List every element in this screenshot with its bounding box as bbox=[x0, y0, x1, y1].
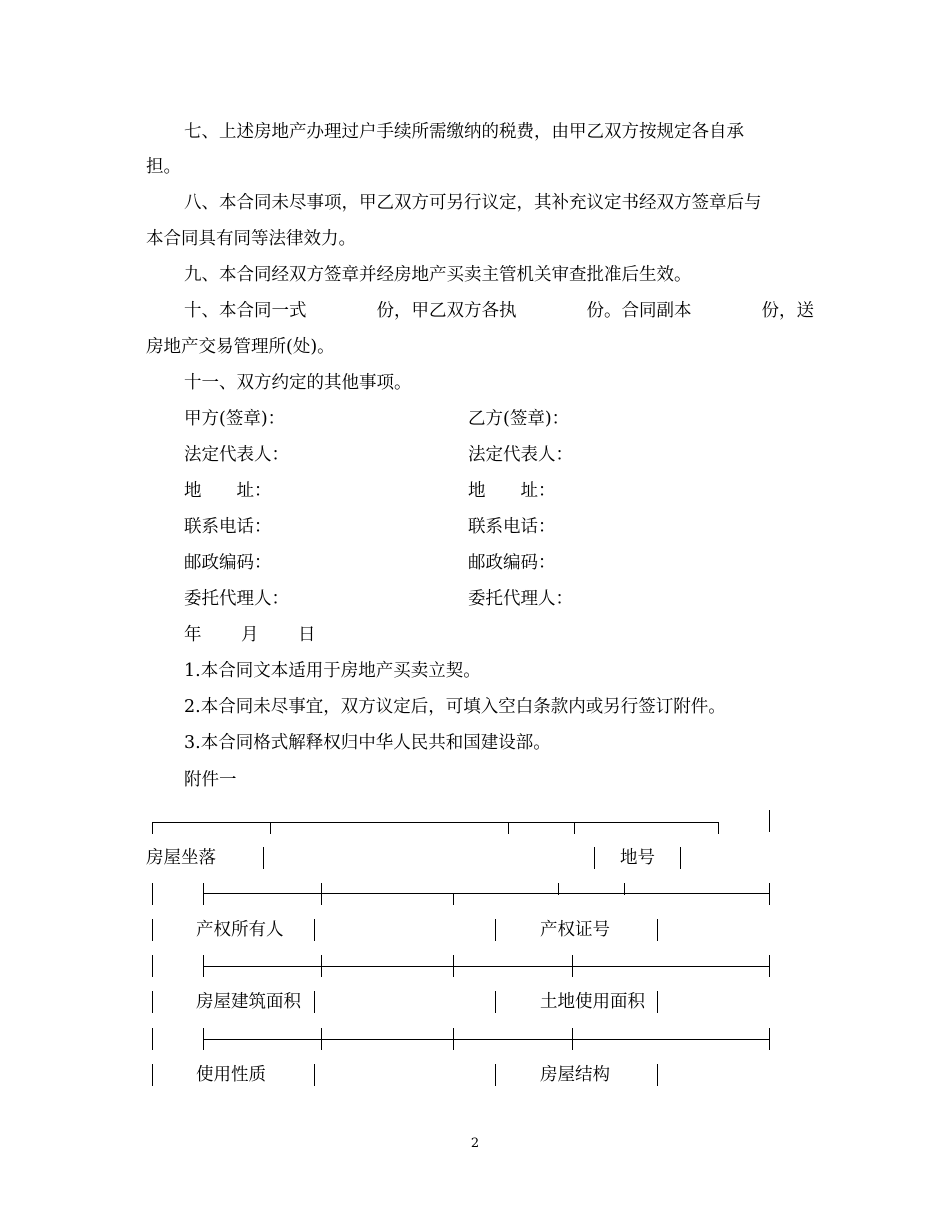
table-rule bbox=[203, 893, 769, 894]
note-3: 3.本合同格式解释权归中华人民共和国建设部。 bbox=[184, 733, 551, 753]
party-b-seal: 乙方(签章)： bbox=[468, 409, 570, 429]
table-tick bbox=[718, 822, 719, 834]
date-month: 月 bbox=[241, 625, 259, 645]
table-bar bbox=[572, 955, 573, 977]
table-bar bbox=[572, 1028, 573, 1050]
table-bar bbox=[453, 955, 454, 977]
table-bar bbox=[203, 883, 204, 905]
table-bar bbox=[314, 991, 315, 1013]
party-b-phone: 联系电话： bbox=[468, 517, 556, 537]
table-bar bbox=[321, 883, 322, 905]
table-tick bbox=[152, 822, 153, 834]
attachment-title: 附件一 bbox=[184, 770, 237, 790]
table-tick bbox=[558, 883, 559, 895]
party-a-address: 地 址： bbox=[184, 481, 272, 501]
clause-10-part-c: 份。合同副本 bbox=[586, 301, 692, 321]
clause-9: 九、本合同经双方签章并经房地产买卖主管机关审查批准后生效。 bbox=[184, 265, 692, 285]
date-line bbox=[184, 623, 316, 647]
table-tick bbox=[270, 822, 271, 834]
table-bar bbox=[263, 847, 264, 869]
table-row2-label2: 产权证号 bbox=[540, 920, 610, 940]
table-bar bbox=[657, 991, 658, 1013]
table-bar bbox=[495, 991, 496, 1013]
page-number: 2 bbox=[470, 1136, 480, 1151]
note-1: 1.本合同文本适用于房地产买卖立契。 bbox=[184, 661, 481, 681]
clause-8-line1: 八、本合同未尽事项，甲乙双方可另行议定，其补充议定书经双方签章后与 bbox=[184, 193, 762, 213]
party-a-phone: 联系电话： bbox=[184, 517, 272, 537]
table-rule bbox=[203, 966, 769, 967]
clause-7-line1: 七、上述房地产办理过户手续所需缴纳的税费，由甲乙双方按规定各自承 bbox=[184, 122, 744, 142]
clause-10-line1 bbox=[184, 299, 814, 323]
table-bar bbox=[314, 919, 315, 941]
party-b-rep: 法定代表人： bbox=[468, 445, 573, 465]
table-bar bbox=[495, 1064, 496, 1086]
table-tick bbox=[574, 822, 575, 834]
table-bar bbox=[152, 919, 153, 941]
party-b-postcode: 邮政编码： bbox=[468, 553, 556, 573]
table-bar bbox=[769, 883, 770, 905]
table-row3-label2: 土地使用面积 bbox=[540, 992, 645, 1012]
party-a-seal: 甲方(签章)： bbox=[184, 409, 286, 429]
table-bar bbox=[657, 919, 658, 941]
date-day: 日 bbox=[298, 625, 316, 645]
table-bar bbox=[152, 883, 153, 905]
table-bar bbox=[152, 991, 153, 1013]
table-bar bbox=[321, 955, 322, 977]
table-tick bbox=[624, 883, 625, 895]
table-tick bbox=[453, 893, 454, 905]
table-bar bbox=[680, 847, 681, 869]
note-2: 2.本合同未尽事宜，双方议定后，可填入空白条款内或另行签订附件。 bbox=[184, 697, 726, 717]
table-row2-label: 产权所有人 bbox=[196, 920, 284, 940]
table-row4-label2: 房屋结构 bbox=[540, 1065, 610, 1085]
table-bar bbox=[453, 1028, 454, 1050]
table-bar bbox=[152, 955, 153, 977]
table-bar bbox=[769, 1028, 770, 1050]
date-year: 年 bbox=[184, 625, 202, 645]
table-bar bbox=[152, 1064, 153, 1086]
table-bar bbox=[657, 1064, 658, 1086]
party-b-agent: 委托代理人： bbox=[468, 589, 573, 609]
table-row3-label: 房屋建筑面积 bbox=[196, 992, 301, 1012]
clause-10-part-d: 份，送 bbox=[761, 301, 814, 321]
clause-10-line2: 房地产交易管理所(处)。 bbox=[146, 337, 335, 357]
clause-7-line2: 担。 bbox=[146, 157, 181, 177]
clause-8-line2: 本合同具有同等法律效力。 bbox=[146, 229, 356, 249]
table-bar bbox=[769, 955, 770, 977]
table-rule bbox=[152, 822, 718, 823]
table-bar bbox=[203, 1028, 204, 1050]
party-a-agent: 委托代理人： bbox=[184, 589, 289, 609]
table-row4-label: 使用性质 bbox=[196, 1065, 266, 1085]
party-a-rep: 法定代表人： bbox=[184, 445, 289, 465]
clause-11: 十一、双方约定的其他事项。 bbox=[184, 373, 412, 393]
table-bar bbox=[495, 919, 496, 941]
clause-10-part-a: 十、本合同一式 bbox=[184, 301, 307, 321]
party-b-address: 地 址： bbox=[468, 481, 556, 501]
table-row1-label2: 地号 bbox=[620, 848, 655, 868]
table-bar bbox=[594, 847, 595, 869]
party-a-postcode: 邮政编码： bbox=[184, 553, 272, 573]
table-bar bbox=[152, 1028, 153, 1050]
table-row1-label: 房屋坐落 bbox=[146, 848, 216, 868]
table-bar bbox=[769, 810, 770, 832]
table-tick bbox=[508, 822, 509, 834]
table-rule bbox=[203, 1039, 769, 1040]
clause-10-part-b: 份，甲乙双方各执 bbox=[376, 301, 517, 321]
table-bar bbox=[203, 955, 204, 977]
table-bar bbox=[314, 1064, 315, 1086]
table-bar bbox=[321, 1028, 322, 1050]
